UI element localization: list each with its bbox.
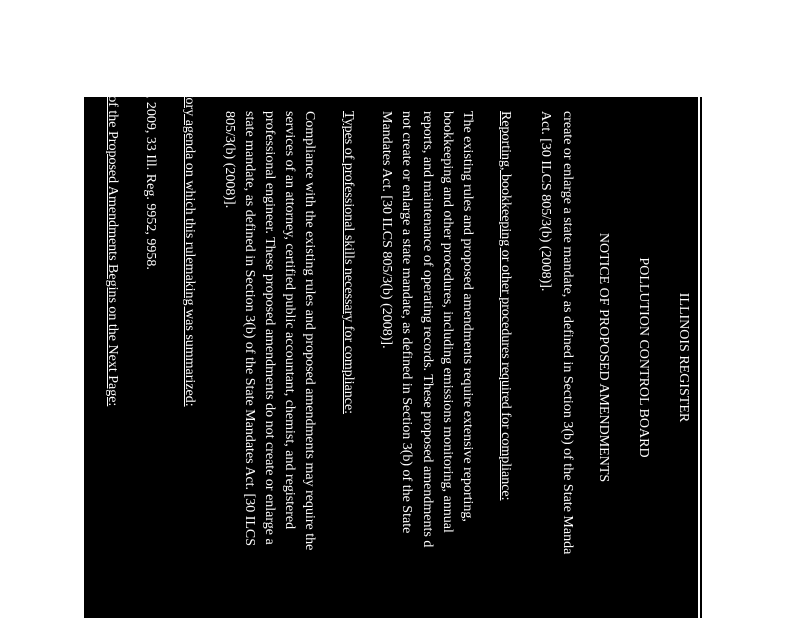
section-b-line: Mandates Act. [30 ILCS 805/3(b) (2008)]. — [379, 111, 394, 349]
section-b-line: The existing rules and proposed amendments require extensive reporting, — [460, 111, 475, 522]
section-c-line: 805/3(b) (2008)]. — [222, 111, 237, 209]
full-text-notice: The Full Text of the Proposed Amendments Begins on the Next Page: — [105, 16, 120, 407]
section-c-line: state mandate, as defined in Section 3(b) of the State Mandates Act. [30 ILCS — [242, 111, 257, 547]
intro-line: create or enlarge a state mandate, as defined in Section 3(b) of the State Manda — [560, 111, 575, 555]
header-rule — [698, 97, 700, 618]
section-c-line: professional engineer. These proposed amendments do not create or enlarge a — [262, 111, 277, 545]
page-content — [84, 16, 702, 618]
register-title: ILLINOIS REGISTER — [676, 292, 691, 423]
item-14-number: 14) — [182, 16, 197, 35]
board-name: POLLUTION CONTROL BOARD — [636, 257, 651, 458]
scanned-page — [84, 16, 702, 618]
notice-title: NOTICE OF PROPOSED AMENDMENTS — [596, 232, 611, 483]
section-b-line: bookkeeping and other procedures, including emissions monitoring, annual — [440, 111, 455, 533]
item-14-heading: Regulatory agenda on which this rulemaking was summarized: — [182, 54, 197, 407]
section-b-line: reports, and maintenance of operating records. These proposed amendments d — [420, 111, 435, 548]
section-b-heading: Reporting, bookkeeping or other procedures required for compliance: — [498, 111, 513, 501]
section-c-line: services of an attorney, certified public accountant, chemist, and registered — [282, 111, 297, 530]
section-b-line: not create or enlarge a state mandate, as defined in Section 3(b) of the State — [399, 111, 414, 534]
item-14-text: July 10, 2009, 33 Ill. Reg. 9952, 9958. — [143, 54, 158, 270]
intro-line: Act. [30 ILCS 805/3(b) (2008)]. — [538, 111, 553, 292]
section-c-heading: Types of professional skills necessary for compliance: — [341, 111, 356, 415]
section-b-marker: B) — [498, 70, 513, 84]
section-c-marker: C) — [341, 70, 356, 84]
section-c-line: Compliance with the existing rules and proposed amendments may require the — [302, 111, 317, 551]
